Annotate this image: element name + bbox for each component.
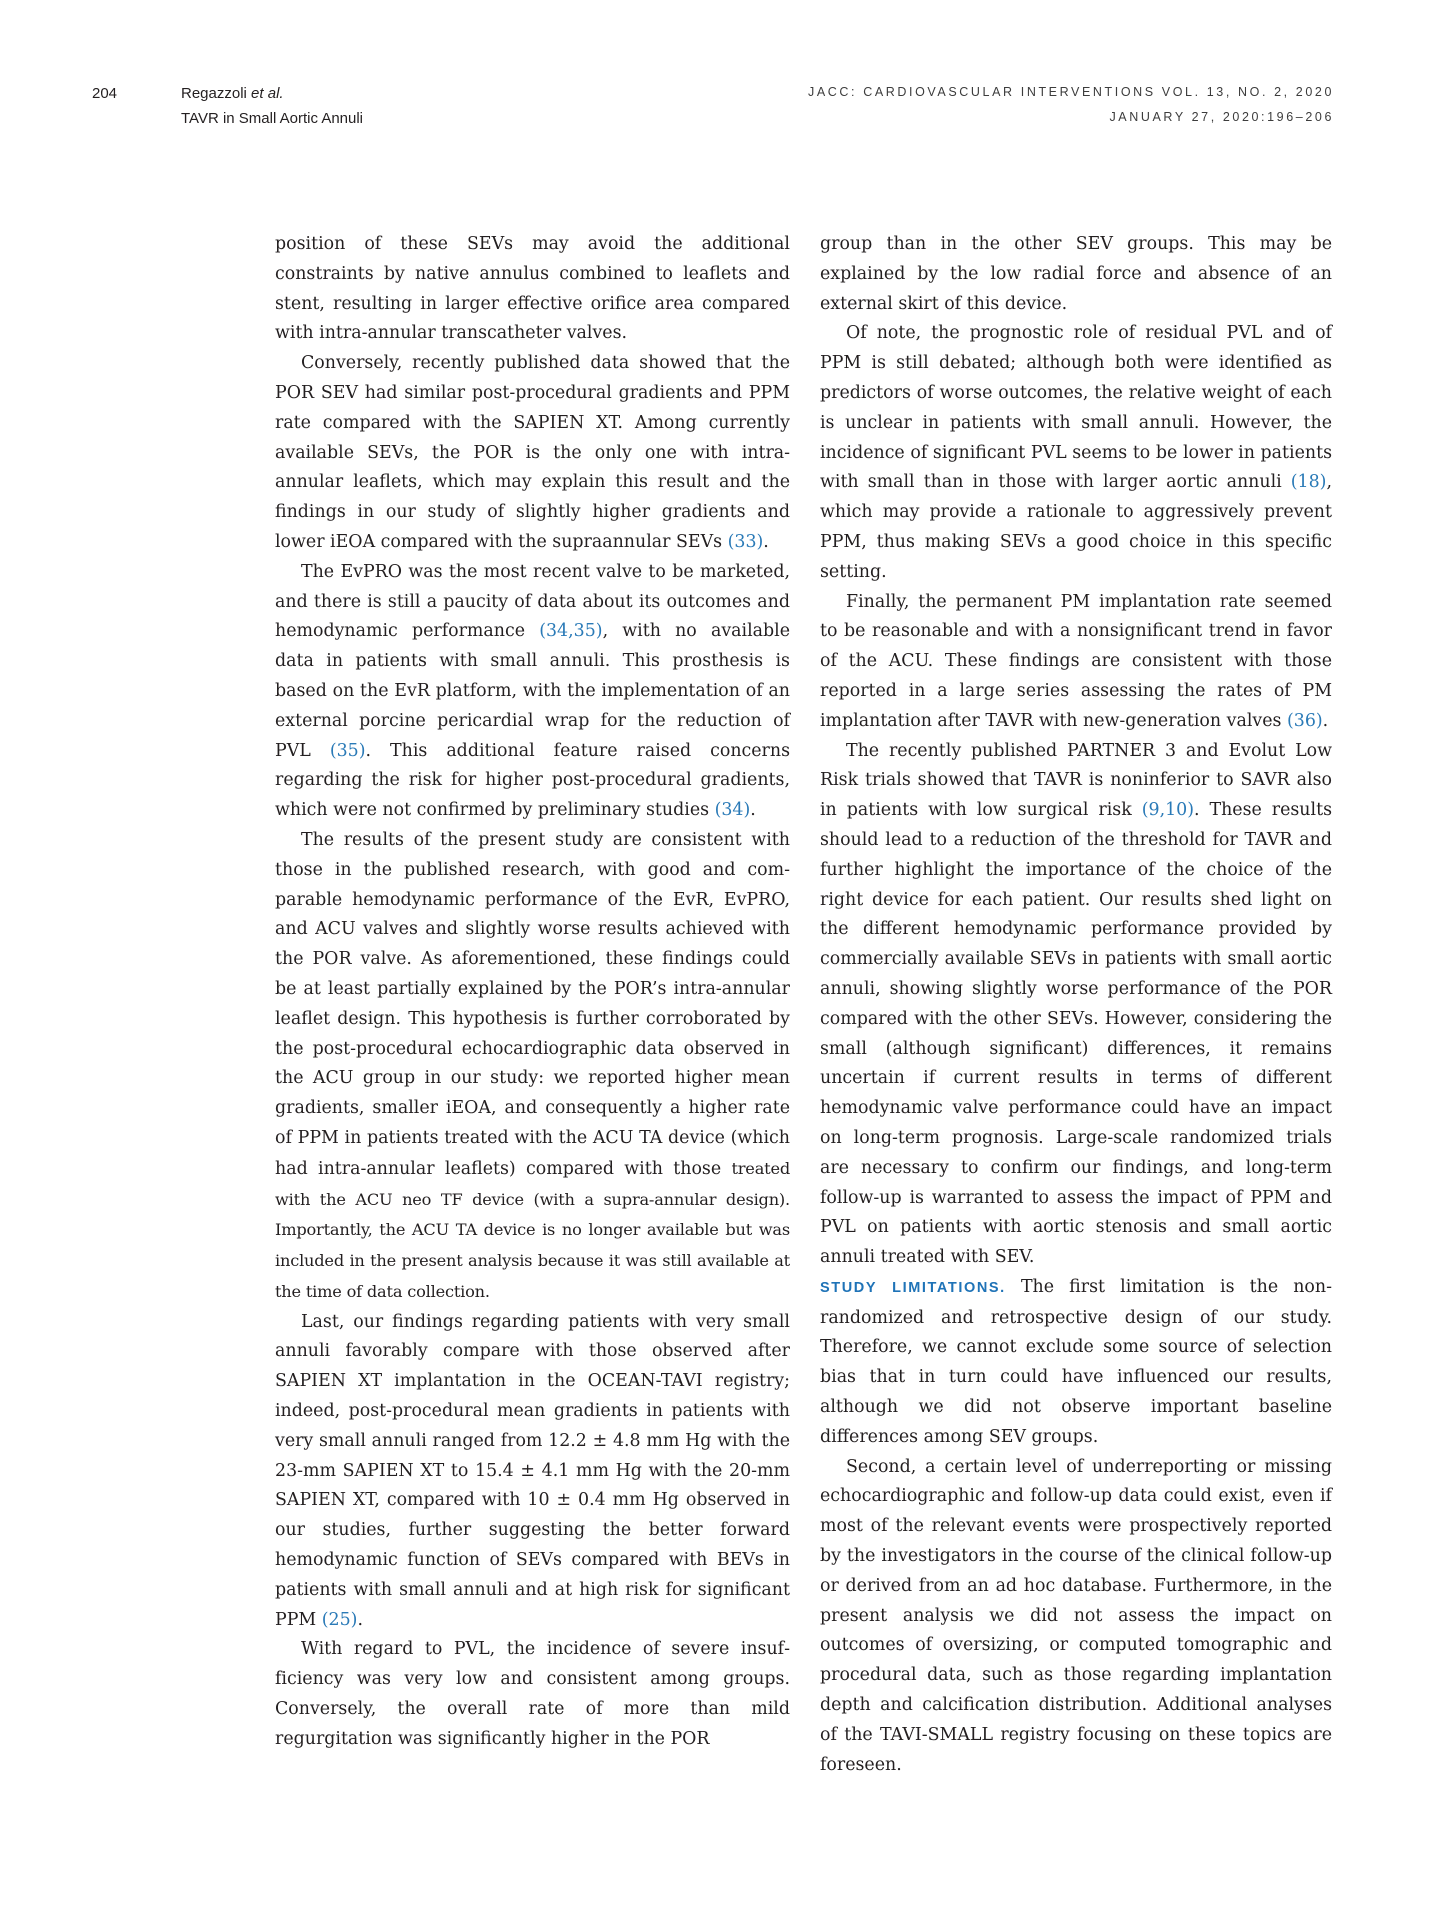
citation-link[interactable]: (34,35) xyxy=(539,621,603,642)
section-heading: STUDY LIMITATIONS. xyxy=(820,1279,1006,1296)
paragraph-text: . xyxy=(763,531,769,552)
citation-link[interactable]: (25) xyxy=(321,1609,358,1630)
citation-link[interactable]: (33) xyxy=(727,531,764,552)
paragraph-text: The results of the present study are consistent with those in the published research, with good and comparable hemodynamic performance of the EvR, EvPRO, and ACU valves and slightly worse results achieved with the POR valve. As aforementioned, these findings could be at least partially explained by the POR’s intra-annular leaflet design. This hypothesis is further corroborated by the post-procedural echocardiographic data observed in the ACU group in our study: we reported higher mean gradients, smaller iEOA, and consequently a higher rate of PPM in patients treated with the ACU TA device (which had intra-annular leaflets) compared with those xyxy=(275,829,790,1179)
paragraph xyxy=(275,349,790,558)
paragraph-text: Conversely, recently published data showed that the POR SEV had similar post-procedural gradients and PPM rate compared with the SAPIEN XT. Among currently available SEVs, the POR is the only one with intra-annular leaflets, which may explain this result and the findings in our study of slightly higher gradients and lower iEOA compared with the supraannular SEVs xyxy=(275,353,790,552)
page-number: 204 xyxy=(92,85,118,102)
paragraph-text: . xyxy=(750,800,756,821)
paragraph-text: . xyxy=(1322,710,1329,731)
issue-date: JANUARY 27, 2020:196–206 xyxy=(1109,110,1334,124)
paragraph xyxy=(820,588,1332,737)
paragraph: position of these SEVs may avoid the additional constraints by native annulus combined to leaflets and stent, resulting in larger effective orifice area compared with intra-annular transcatheter valves. xyxy=(275,234,790,344)
paragraph-text: Last, our findings regarding patients with very small annuli favorably compare with those observed after SAPIEN XT implantation in the OCEAN-TAVI registry; indeed, post-procedural mean gradients in patients with very small annuli ranged from 12.2 ± 4.8 mm Hg with the 23-mm SAPIEN XT to 15.4 ± 4.1 mm Hg with the 20-mm SAPIEN XT, compared with 10 ± 0.4 mm Hg observed in our studies, further suggesting the better forward hemodynamic function of SEVs compared with BEVs in patients with small annuli and at high risk for significant PPM xyxy=(275,1311,790,1630)
paragraph-text: Of note, the prognostic role of residual PVL and of PPM is still debated; although both were identified as predictors of worse outcomes, the relative weight of each is unclear in patients with small annuli. However, the incidence of significant PVL seems to be lower in patients with small than in those with larger aortic annuli xyxy=(820,323,1332,493)
paragraph xyxy=(275,558,790,826)
paragraph: group than in the other SEV groups. This may be explained by the low radial force and absence of an external skirt of this device. xyxy=(820,234,1332,314)
running-title: TAVR in Small Aortic Annuli xyxy=(181,110,364,127)
citation-link[interactable]: (9,10) xyxy=(1141,800,1195,821)
paragraph-text: . These results should lead to a reduction of the threshold for TAVR and further highlight the importance of the choice of the right device for each patient. Our results shed light on the different hemodynamic performance provided by commercially available SEVs in patients with small aortic annuli, showing slightly worse performance of the POR compared with the other SEVs. However, considering the small (although significant) differences, it remains uncertain if current results in terms of different hemodynamic valve performance could have an impact on long-term prognosis. Large-scale randomized trials are necessary to confirm our findings, and long-term follow-up is warranted to assess the impact of PPM and PVL on patients with aortic stenosis and small aortic annuli treated with SEV. xyxy=(820,800,1332,1268)
paragraph xyxy=(275,1308,790,1636)
citation-link[interactable]: (35) xyxy=(329,740,366,761)
paragraph: Second, a certain level of underreporting or missing echocardiographic and follow-up data could exist, even if most of the relevant events were prospectively reported by the investigators in the course of the clinical follow-up or derived from an ad hoc database. Furthermore, in the present analysis we did not assess the impact on outcomes of oversizing, or computed tomographic and procedural data, such as those regarding implantation depth and calcification distribution. Additional analyses of the TAVI-SMALL registry focusing on these topics are foreseen. xyxy=(820,1456,1332,1775)
paragraph-text: Finally, the permanent PM implantation rate seemed to be reasonable and with a nonsignificant trend in favor of the ACU. These findings are consistent with those reported in a large series assessing the rates of PM implantation after TAVR with new-generation valves xyxy=(820,591,1332,731)
citation-link[interactable]: (18) xyxy=(1290,472,1327,493)
paragraph: With regard to PVL, the incidence of severe insufficiency was very low and consistent among groups. Conversely, the overall rate of more than mild regurgitation was significantly higher in the POR xyxy=(275,1639,790,1749)
paragraph xyxy=(820,1273,1332,1453)
paragraph xyxy=(275,826,790,1308)
left-column xyxy=(275,230,790,1755)
paragraph-text: The EvPRO was the most recent valve to be marketed, and there is still a paucity of data about its outcomes and hemodynamic performance xyxy=(275,561,790,642)
author-name: Regazzoli xyxy=(181,85,247,102)
paragraph-text: . This additional feature raised concerns regarding the risk for higher post-procedural gradients, which were not confirmed by preliminary studies xyxy=(275,740,790,821)
journal-name: JACC: CARDIOVASCULAR INTERVENTIONS VOL. 13, NO. 2, 2020 xyxy=(808,85,1334,99)
citation-link[interactable]: (36) xyxy=(1286,710,1323,731)
paragraph-text: treated with the ACU neo TF device (with a supra-annular design). Importantly, the ACU TA device is no longer available but was included in the present analysis because it was still available at the time of data collection. xyxy=(275,1158,790,1301)
paragraph-text: . xyxy=(357,1609,363,1630)
author-suffix: et al. xyxy=(251,85,284,102)
paragraph-text: , which may provide a rationale to aggressively prevent PPM, thus making SEVs a good choice in this specific setting. xyxy=(820,472,1332,582)
paragraph-text: The first limitation is the nonrandomized and retrospective design of our study. Therefore, we cannot exclude some source of selection bias that in turn could have influenced our results, although we did not observe important baseline differences among SEV groups. xyxy=(820,1276,1332,1447)
paragraph-text: The recently published PARTNER 3 and Evolut Low Risk trials showed that TAVR is noninferior to SAVR also in patients with low surgical risk xyxy=(820,740,1332,821)
right-column xyxy=(820,230,1332,1780)
paragraph-text: , with no available data in patients with small annuli. This prosthesis is based on the EvR platform, with the implementation of an external porcine pericardial wrap for the reduction of PVL xyxy=(275,621,790,761)
running-author xyxy=(181,85,284,102)
citation-link[interactable]: (34) xyxy=(714,800,751,821)
paragraph xyxy=(820,737,1332,1273)
paragraph xyxy=(820,319,1332,587)
